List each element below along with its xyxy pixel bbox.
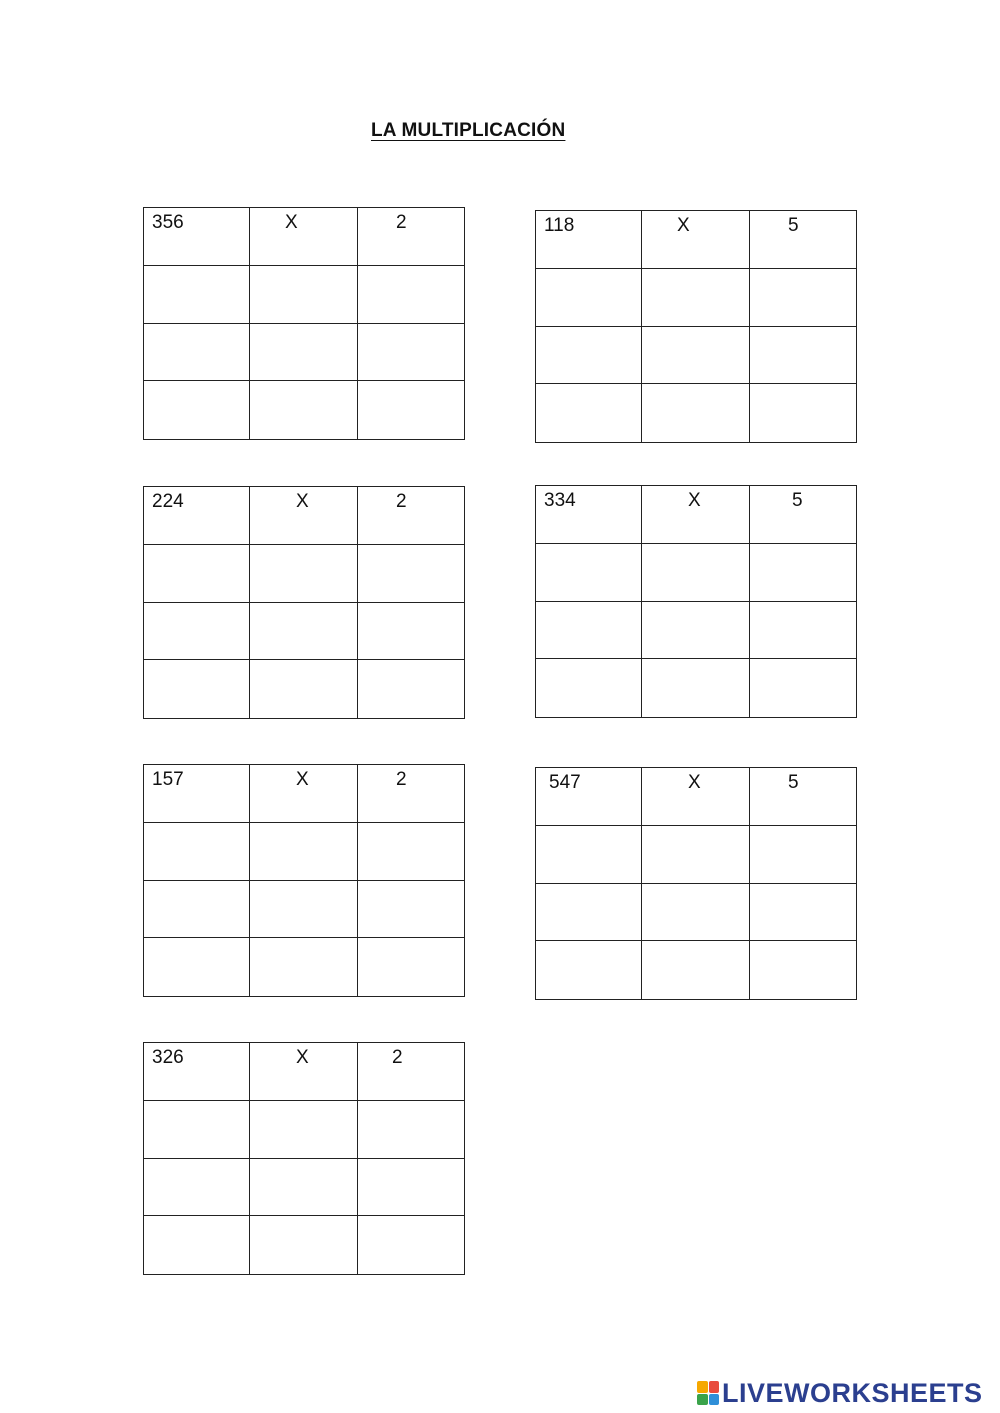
answer-cell[interactable] — [642, 826, 750, 884]
multiplier-cell — [358, 1043, 464, 1101]
multiplicand: 224 — [152, 491, 184, 512]
answer-cell[interactable] — [250, 881, 358, 939]
operator-cell — [642, 768, 750, 826]
operator-cell — [642, 211, 750, 269]
operator: X — [296, 1047, 309, 1068]
multiplication-grid-1 — [143, 207, 465, 440]
operator-cell — [250, 765, 358, 823]
answer-cell[interactable] — [358, 324, 464, 382]
multiplicand: 356 — [152, 212, 184, 233]
multiplicand-cell — [536, 768, 642, 826]
liveworksheets-logo-text: LIVEWORKSHEETS — [722, 1377, 983, 1408]
answer-cell[interactable] — [750, 602, 856, 660]
answer-cell[interactable] — [250, 823, 358, 881]
answer-cell[interactable] — [144, 545, 250, 603]
answer-cell[interactable] — [144, 1159, 250, 1217]
answer-cell[interactable] — [250, 1216, 358, 1274]
answer-cell[interactable] — [250, 938, 358, 996]
answer-cell[interactable] — [536, 659, 642, 717]
answer-cell[interactable] — [536, 269, 642, 327]
multiplier: 2 — [392, 1047, 403, 1068]
answer-cell[interactable] — [750, 826, 856, 884]
multiplicand-cell — [144, 208, 250, 266]
multiplier: 5 — [788, 772, 799, 793]
answer-cell[interactable] — [250, 603, 358, 661]
multiplicand: 118 — [544, 215, 575, 236]
answer-cell[interactable] — [250, 324, 358, 382]
answer-cell[interactable] — [250, 1101, 358, 1159]
answer-cell[interactable] — [358, 938, 464, 996]
answer-cell[interactable] — [358, 1101, 464, 1159]
logo-square — [697, 1394, 708, 1406]
answer-cell[interactable] — [250, 381, 358, 439]
multiplication-grid-4 — [535, 485, 857, 718]
operator: X — [296, 491, 309, 512]
multiplier-cell — [750, 211, 856, 269]
answer-cell[interactable] — [358, 266, 464, 324]
answer-cell[interactable] — [358, 603, 464, 661]
multiplier-cell — [358, 208, 464, 266]
multiplicand-cell — [536, 211, 642, 269]
liveworksheets-logo-icon — [697, 1381, 719, 1405]
operator: X — [688, 490, 701, 511]
answer-cell[interactable] — [642, 884, 750, 942]
multiplication-grid-2 — [535, 210, 857, 443]
multiplication-grid-3 — [143, 486, 465, 719]
multiplication-grid-5 — [143, 764, 465, 997]
answer-cell[interactable] — [750, 384, 856, 442]
answer-cell[interactable] — [144, 823, 250, 881]
answer-cell[interactable] — [144, 603, 250, 661]
answer-cell[interactable] — [642, 659, 750, 717]
multiplier: 5 — [792, 490, 803, 511]
multiplier: 5 — [788, 215, 799, 236]
multiplicand: 334 — [544, 490, 576, 511]
answer-cell[interactable] — [750, 327, 856, 385]
answer-cell[interactable] — [750, 659, 856, 717]
answer-cell[interactable] — [536, 884, 642, 942]
answer-cell[interactable] — [358, 881, 464, 939]
multiplication-grid-6 — [535, 767, 857, 1000]
multiplicand: 157 — [152, 769, 184, 790]
answer-cell[interactable] — [358, 823, 464, 881]
answer-cell[interactable] — [250, 1159, 358, 1217]
answer-cell[interactable] — [250, 266, 358, 324]
logo-square — [709, 1381, 720, 1393]
multiplier: 2 — [396, 212, 407, 233]
answer-cell[interactable] — [358, 381, 464, 439]
answer-cell[interactable] — [642, 269, 750, 327]
answer-cell[interactable] — [642, 327, 750, 385]
logo-square — [697, 1381, 708, 1393]
answer-cell[interactable] — [642, 602, 750, 660]
answer-cell[interactable] — [144, 381, 250, 439]
answer-cell[interactable] — [536, 826, 642, 884]
answer-cell[interactable] — [536, 544, 642, 602]
logo-square — [709, 1394, 720, 1406]
answer-cell[interactable] — [750, 269, 856, 327]
answer-cell[interactable] — [536, 384, 642, 442]
operator-cell — [250, 1043, 358, 1101]
answer-cell[interactable] — [750, 544, 856, 602]
answer-cell[interactable] — [642, 544, 750, 602]
multiplier: 2 — [396, 491, 407, 512]
answer-cell[interactable] — [358, 660, 464, 718]
operator-cell — [250, 487, 358, 545]
answer-cell[interactable] — [250, 660, 358, 718]
page-title: LA MULTIPLICACIÓN — [371, 120, 566, 141]
multiplicand-cell — [144, 1043, 250, 1101]
answer-cell[interactable] — [144, 1101, 250, 1159]
operator: X — [296, 769, 309, 790]
multiplier-cell — [358, 487, 464, 545]
operator-cell — [250, 208, 358, 266]
answer-cell[interactable] — [358, 545, 464, 603]
operator-cell — [642, 486, 750, 544]
multiplicand-cell — [536, 486, 642, 544]
multiplicand: 547 — [549, 772, 581, 793]
answer-cell[interactable] — [144, 1216, 250, 1274]
answer-cell[interactable] — [750, 941, 856, 999]
operator: X — [688, 772, 701, 793]
multiplicand-cell — [144, 765, 250, 823]
multiplier-cell — [750, 768, 856, 826]
answer-cell[interactable] — [144, 660, 250, 718]
answer-cell[interactable] — [144, 938, 250, 996]
answer-cell[interactable] — [358, 1159, 464, 1217]
answer-cell[interactable] — [536, 327, 642, 385]
multiplication-grid-7 — [143, 1042, 465, 1275]
answer-cell[interactable] — [536, 941, 642, 999]
answer-cell[interactable] — [750, 884, 856, 942]
multiplier-cell — [358, 765, 464, 823]
answer-cell[interactable] — [642, 941, 750, 999]
operator: X — [677, 215, 690, 236]
multiplicand: 326 — [152, 1047, 184, 1068]
answer-cell[interactable] — [250, 545, 358, 603]
answer-cell[interactable] — [642, 384, 750, 442]
answer-cell[interactable] — [144, 881, 250, 939]
multiplier-cell — [750, 486, 856, 544]
multiplier: 2 — [396, 769, 407, 790]
answer-cell[interactable] — [358, 1216, 464, 1274]
answer-cell[interactable] — [144, 266, 250, 324]
answer-cell[interactable] — [144, 324, 250, 382]
liveworksheets-logo — [697, 1377, 983, 1409]
operator: X — [285, 212, 298, 233]
answer-cell[interactable] — [536, 602, 642, 660]
multiplicand-cell — [144, 487, 250, 545]
